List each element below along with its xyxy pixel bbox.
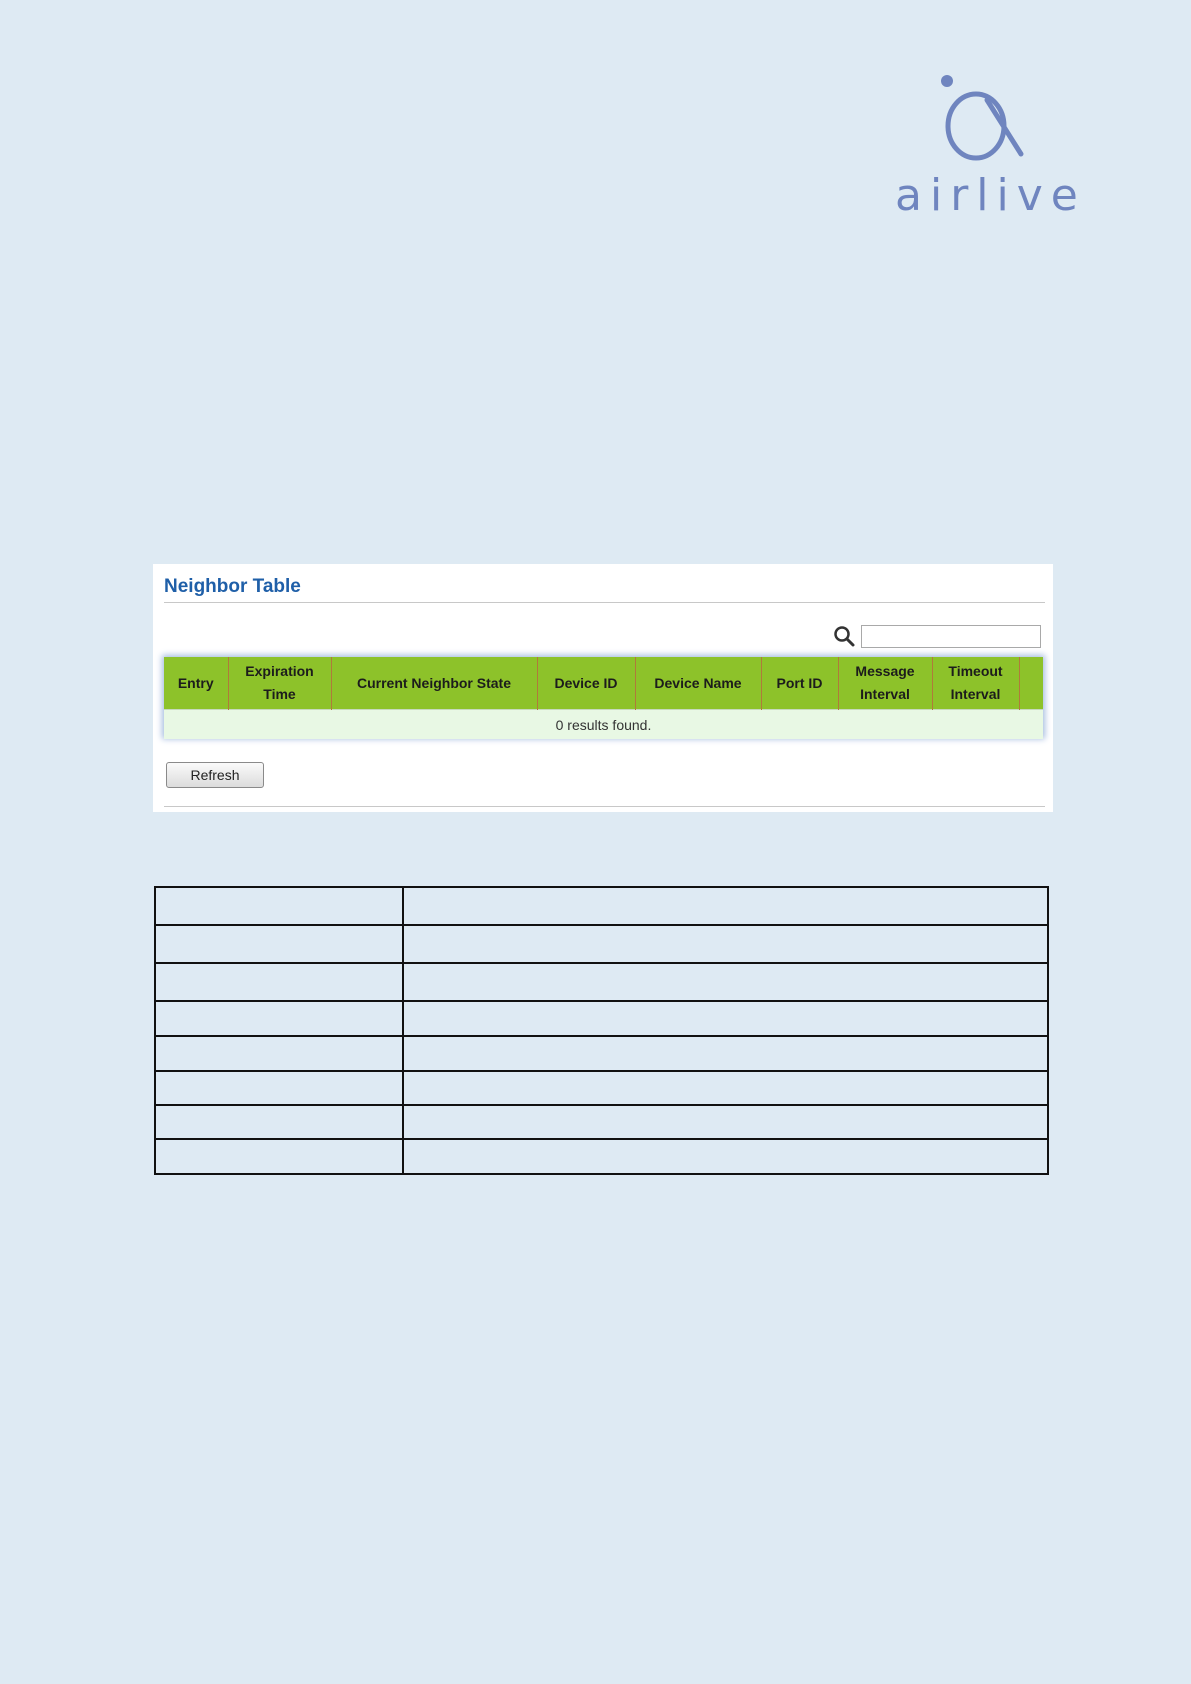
table-row: [155, 1105, 1048, 1139]
column-header-message-interval[interactable]: Message Interval: [838, 657, 932, 710]
page-title: Neighbor Table: [164, 576, 301, 597]
search-input[interactable]: [861, 625, 1041, 648]
table-row: [164, 710, 1043, 740]
airlive-logo-wordmark: airlive: [895, 170, 1086, 221]
airlive-logo-mark-icon: [895, 70, 1090, 170]
parameter-table: [154, 886, 1049, 1175]
table-row: [155, 1071, 1048, 1105]
parameter-name-cell: [155, 925, 403, 963]
column-header-expiration-time[interactable]: Expiration Time: [228, 657, 331, 710]
parameter-description-cell: [403, 1071, 1048, 1105]
parameter-description-cell: [403, 1139, 1048, 1174]
parameter-name-cell: [155, 1036, 403, 1071]
bottom-divider: [164, 806, 1045, 807]
column-header-entry[interactable]: Entry: [164, 657, 228, 710]
refresh-button[interactable]: Refresh: [166, 762, 264, 788]
parameter-name-cell: [155, 1139, 403, 1174]
column-header-spacer: [1019, 657, 1043, 710]
parameter-name-cell: [155, 1001, 403, 1036]
parameter-description-cell: [403, 1036, 1048, 1071]
grid-header-row: [164, 657, 1043, 710]
neighbor-grid: [164, 657, 1043, 737]
title-divider: [164, 602, 1045, 603]
table-row: [155, 1001, 1048, 1036]
parameter-description-cell: [403, 1001, 1048, 1036]
parameter-description-cell: [403, 963, 1048, 1001]
parameter-name-cell: [155, 1105, 403, 1139]
table-row: [155, 1139, 1048, 1174]
parameter-description-cell: [403, 1105, 1048, 1139]
search-icon[interactable]: [832, 624, 856, 648]
column-header-device-name[interactable]: Device Name: [635, 657, 761, 710]
parameter-description-cell: [403, 925, 1048, 963]
table-row: [155, 963, 1048, 1001]
parameter-name-cell: [155, 1071, 403, 1105]
parameter-name-cell: [155, 887, 403, 925]
column-header-port-id[interactable]: Port ID: [761, 657, 838, 710]
airlive-logo: [895, 70, 1090, 230]
parameter-description-cell: [403, 887, 1048, 925]
column-header-device-id[interactable]: Device ID: [537, 657, 635, 710]
empty-results-message: 0 results found.: [164, 710, 1043, 740]
column-header-current-neighbor-state[interactable]: Current Neighbor State: [331, 657, 537, 710]
table-row: [155, 925, 1048, 963]
neighbor-table-screenshot: [153, 564, 1053, 812]
table-row: [155, 887, 1048, 925]
column-header-timeout-interval[interactable]: Timeout Interval: [932, 657, 1019, 710]
parameter-name-cell: [155, 963, 403, 1001]
table-row: [155, 1036, 1048, 1071]
